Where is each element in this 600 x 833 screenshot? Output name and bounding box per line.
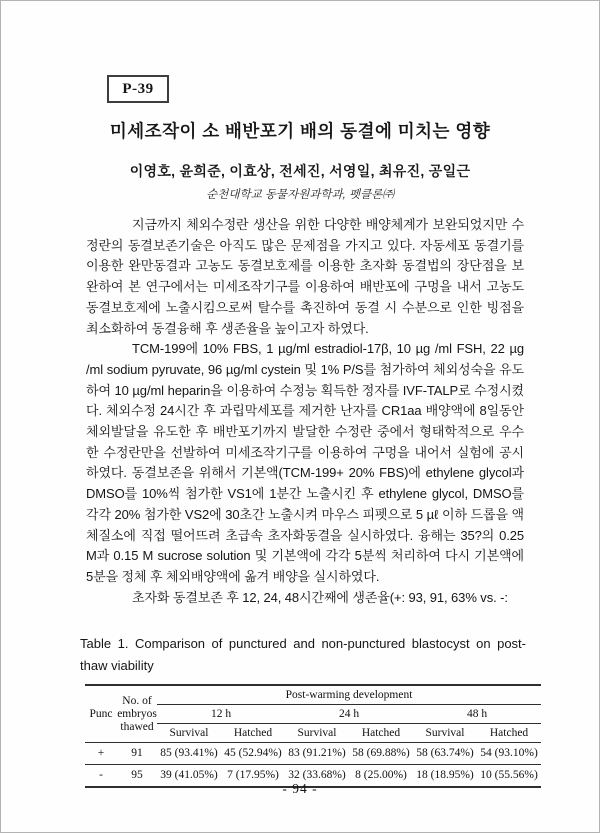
cell-hatched-24h: 8 (25.00%) [355, 769, 407, 782]
cell-hatched-48h: 54 (93.10%) [477, 743, 541, 765]
results-table [85, 684, 541, 788]
cell-hatched-12h: 7 (17.95%) [227, 769, 279, 782]
cell-survival-24h: 83 (91.21%) [285, 743, 349, 765]
cell-hatched-12h: 45 (52.94%) [221, 743, 285, 765]
cell-survival-48h: 58 (63.74%) [413, 743, 477, 765]
cell-hatched-48h: 10 (55.56%) [480, 769, 538, 782]
header-time-48h: 48 h [413, 705, 541, 724]
author-list: 이영호, 윤희준, 이효상, 전세진, 서영일, 최유진, 공일근 [129, 163, 471, 179]
punc-sign: - [99, 769, 103, 782]
abstract-paragraph-3: 초자화 동결보존 후 12, 24, 48시간째에 생존율(+: 93, 91, 63% vs. -: [132, 589, 508, 605]
affiliation: 순천대학교 동물자원과학과, 펫클론㈜ [206, 189, 394, 201]
abstract-content [80, 215, 538, 788]
header-survival-48h: Survival [413, 724, 477, 743]
cell-survival-48h: 18 (18.95%) [416, 769, 474, 782]
header-survival-12h: Survival [157, 724, 221, 743]
header-hatched-24h: Hatched [349, 724, 413, 743]
abstract-number-box [107, 75, 169, 103]
cell-survival-12h: 85 (93.41%) [157, 743, 221, 765]
cell-survival-12h: 39 (41.05%) [160, 769, 218, 782]
header-embryos-thawed: No. of embryos thawed [117, 685, 157, 743]
punc-sign: + [85, 743, 117, 765]
header-post-warming: Post-warming development [157, 685, 541, 705]
paper-title: 미세조작이 소 배반포기 배의 동결에 미치는 영향 [109, 121, 491, 141]
cell-hatched-24h: 58 (69.88%) [349, 743, 413, 765]
header-time-24h: 24 h [285, 705, 413, 724]
embryos-thawed-count: 95 [131, 769, 143, 782]
embryos-thawed-count: 91 [117, 743, 157, 765]
abstract-number: P-39 [122, 80, 154, 97]
header-hatched-12h: Hatched [221, 724, 285, 743]
cell-survival-24h: 32 (33.68%) [288, 769, 346, 782]
abstract-paragraph-1: 지금까지 체외수정란 생산을 위한 다양한 배양체계가 보완되었지만 수정란의 동결보존기술은 아직도 많은 문제점을 가지고 있다. 자동세포 동결기를 이용한 완만동결과 고농도 동결보호제를 이용한 초자화 동결법의 장단점을 보완하여 본 연구에서는 미세조작기구를 이용하여 배반포에 구멍을 내서 고농도 동결보호제에 노출시킴으로써 탈수를 촉진하여 동결 시 수분으로 인한 빙점을 최소화하여 동결융해 후 생존율을 높이고자 하였다. [86, 217, 524, 336]
page-number: - 94 - [282, 781, 318, 796]
header-time-12h: 12 h [157, 705, 285, 724]
header-hatched-48h: Hatched [477, 724, 541, 743]
header-punc: Punc [85, 685, 117, 743]
abstract-paragraph-2: TCM-199에 10% FBS, 1 µg/ml estradiol-17β, 10 µg /ml FSH, 22 µg /ml sodium pyruvate, 96 µg/ml cystein 및 1% P/S를 첨가하여 체외성숙을 유도하여 10 µg/ml heparin을 이용하여 수정능 획득한 정자를 IVF-TALP로 수정시켰다. 체외수정 24시간 후 과립막세포를 제거한 난자를 CR1aa 배양액에 8일동안 체외발달을 유도한 후 배반포기까지 발달한 수정란 중에서 형태학적으로 우수한 수정란만을 선발하여 미세조작기구를 이용하여 구멍을 내어서 실험에 공시하였다. 동결보존을 위해서 기본액(TCM-199+ 20% FBS)에 ethylene glycol과 DMSO를 10%씩 첨가한 VS1에 1분간 노출시킨 후 ethylene glycol, DMSO를 각각 20% 첨가한 VS2에 30초간 노출시켜 마우스 피펫으로 5 µℓ 이하 드롭을 액체질소에 직접 떨어뜨려 초급속 초자화동결을 실시하였다. 융해는 35?의 0.25 M과 0.15 M sucrose solution 및 기본액에 각각 5분씩 처리하여 다시 기본액에 5분을 정체 후 체외배양액에 옮겨 배양을 실시하였다. [86, 341, 524, 584]
header-survival-24h: Survival [285, 724, 349, 743]
table-row-punctured [85, 743, 541, 765]
table-caption: Table 1. Comparison of punctured and non-punctured blastocyst on post-thaw viability [80, 636, 526, 673]
